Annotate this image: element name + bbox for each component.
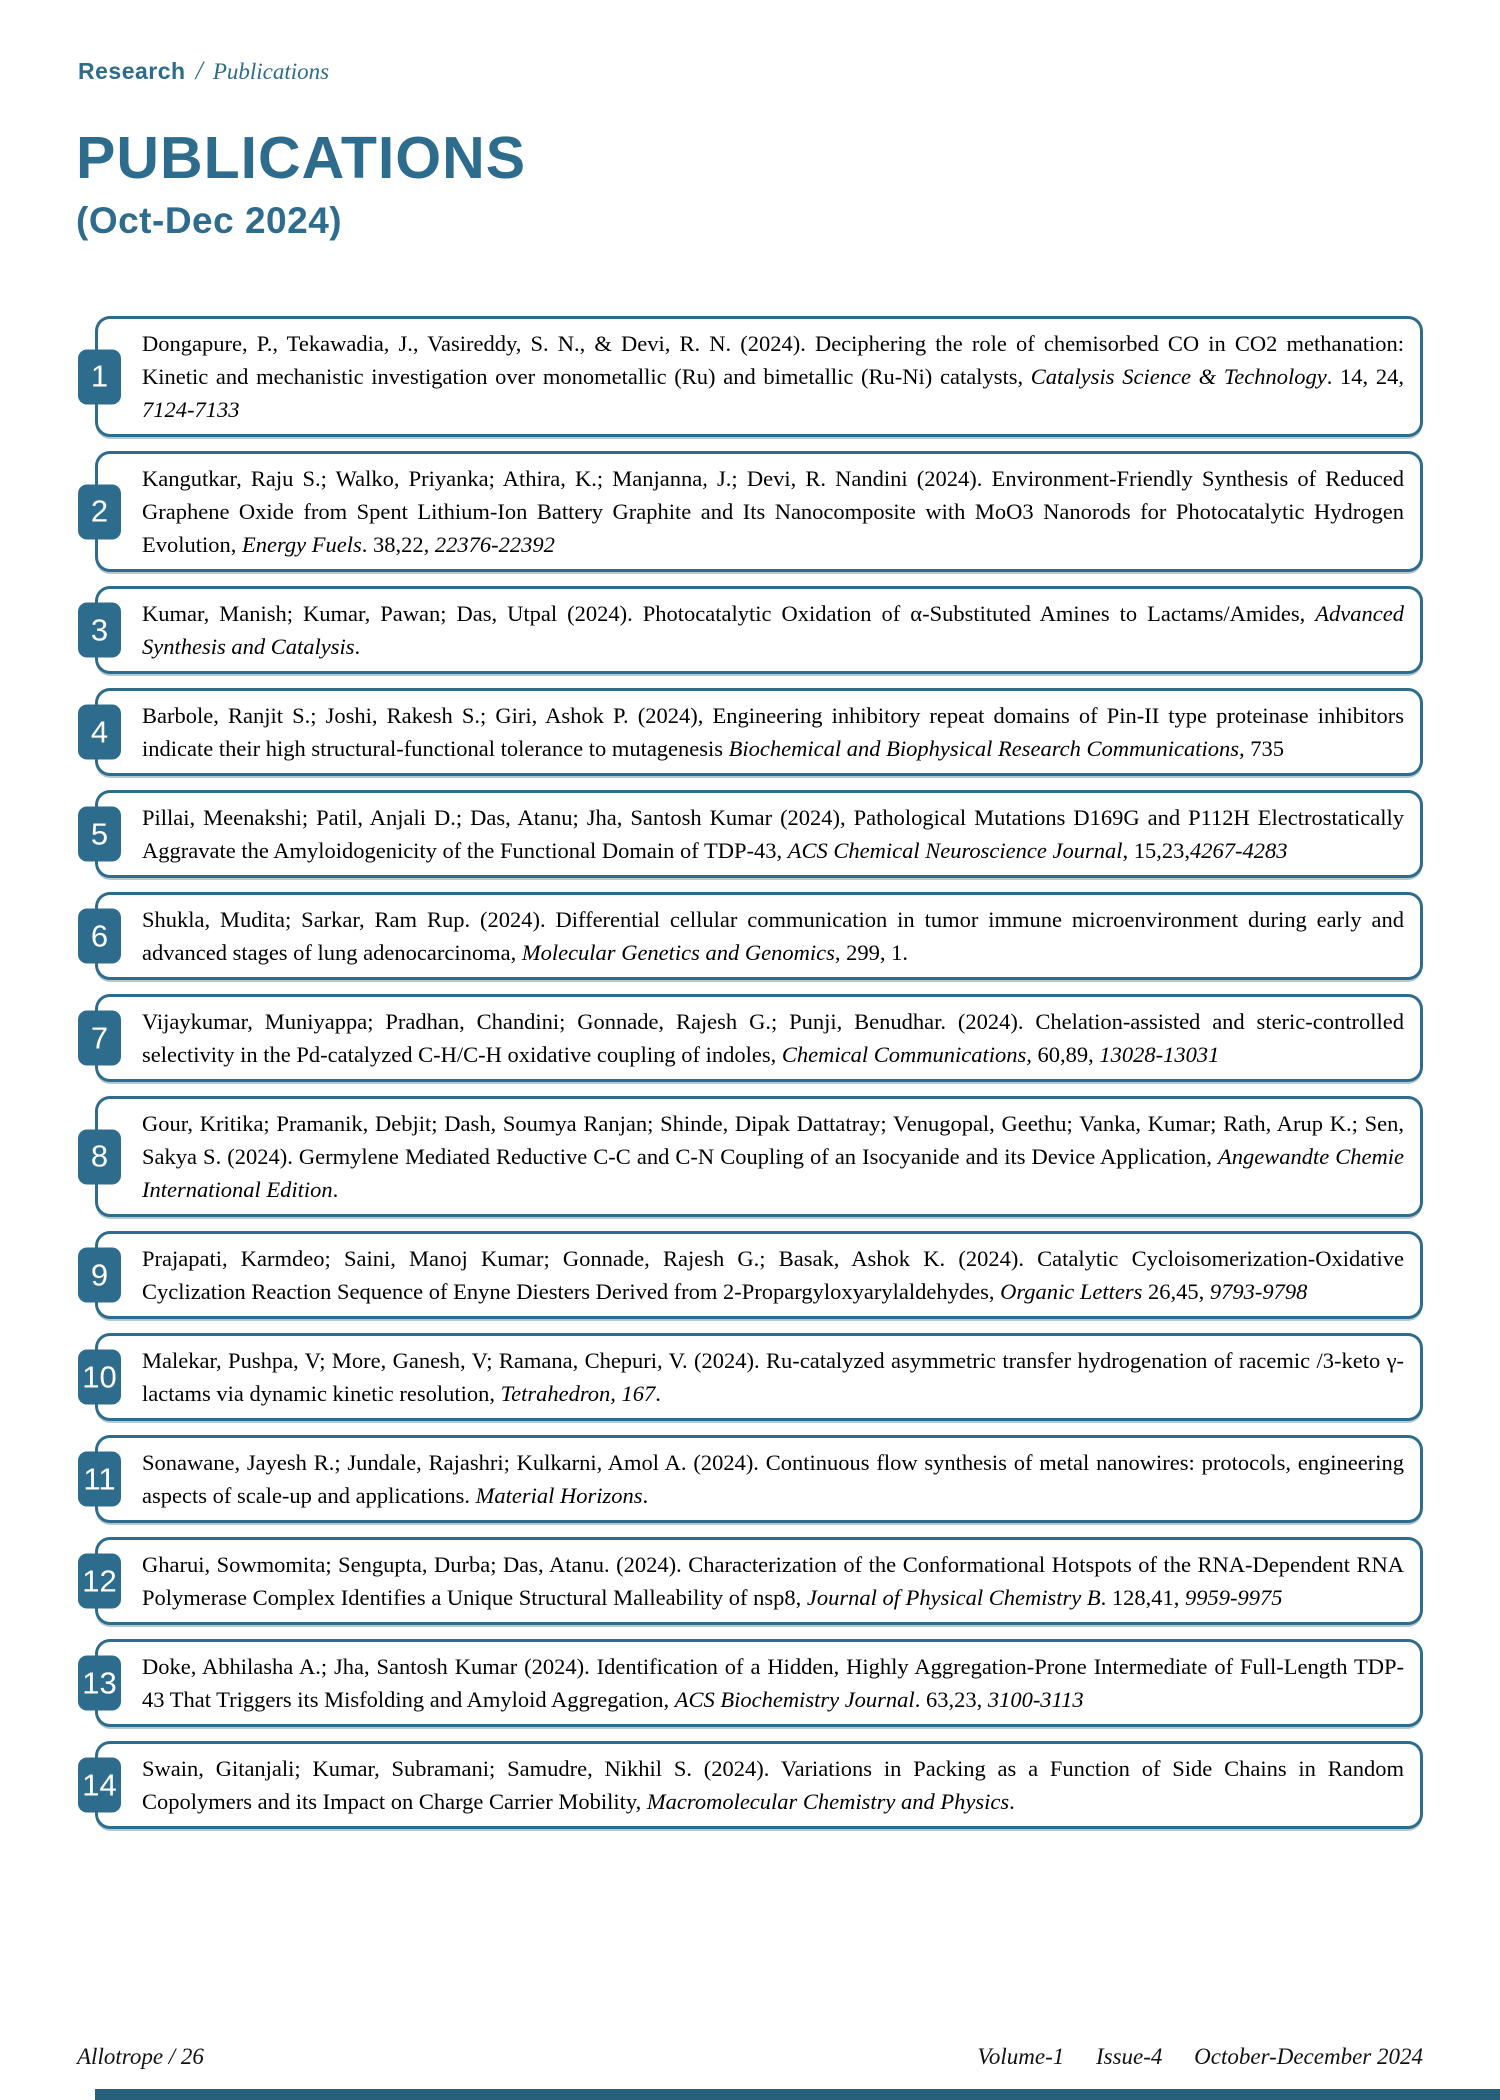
publication-entry	[90, 892, 1423, 980]
breadcrumb	[78, 56, 329, 86]
entry-citation: Kangutkar, Raju S.; Walko, Priyanka; Athira, K.; Manjanna, J.; Devi, R. Nandini (2024). Environment-Friendly Synthesis of Reduced Graphene Oxide from Spent Lithium-Ion Battery Graphite and Its Nanocomposite with MoO3 Nanorods for Photocatalytic Hydrogen Evolution, Energy Fuels. 38,22, 22376-22392	[142, 466, 1404, 557]
footer-issue: Issue-4	[1095, 2044, 1163, 2069]
entry-number-badge: 11	[78, 1452, 121, 1507]
title-block	[76, 125, 527, 242]
entry-citation: Swain, Gitanjali; Kumar, Subramani; Samudre, Nikhil S. (2024). Variations in Packing as a Function of Side Chains in Random Copolymers and its Impact on Charge Carrier Mobility, Macromolecular Chemistry and Physics.	[142, 1756, 1404, 1814]
footer-issue-info	[977, 2044, 1423, 2070]
publication-entry	[90, 451, 1423, 572]
entry-number-badge: 9	[78, 1248, 121, 1303]
entry-citation: Pillai, Meenakshi; Patil, Anjali D.; Das, Atanu; Jha, Santosh Kumar (2024), Pathological Mutations D169G and P112H Electrostatically Aggravate the Amyloidogenicity of the Functional Domain of TDP-43, ACS Chemical Neuroscience Journal, 15,23,4267-4283	[142, 805, 1404, 863]
page-title: PUBLICATIONS	[76, 125, 527, 191]
publication-entry	[83, 1435, 1423, 1523]
publication-entry	[82, 1639, 1423, 1727]
publication-entry	[90, 1096, 1423, 1217]
entry-citation: Gour, Kritika; Pramanik, Debjit; Dash, Soumya Ranjan; Shinde, Dipak Dattatray; Venugopal, Geethu; Vanka, Kumar; Rath, Arup K.; Sen, Sakya S. (2024). Germylene Mediated Reductive C-C and C-N Coupling of an Isocyanide and its Device Application, Angewandte Chemie International Edition.	[142, 1111, 1404, 1202]
entry-number-badge: 12	[78, 1554, 121, 1609]
breadcrumb-separator: /	[195, 56, 203, 85]
publication-entry	[90, 1231, 1423, 1319]
entry-citation: Dongapure, P., Tekawadia, J., Vasireddy, S. N., & Devi, R. N. (2024). Deciphering the role of chemisorbed CO in CO2 methanation: Kinetic and mechanistic investigation over monometallic (Ru) and bimetallic (Ru-Ni) catalysts, Catalysis Science & Technology. 14, 24, 7124-7133	[142, 331, 1404, 422]
footer-journal-name: Allotrope / 26	[77, 2044, 204, 2069]
entry-citation: Doke, Abhilasha A.; Jha, Santosh Kumar (2024). Identification of a Hidden, Highly Aggregation-Prone Intermediate of Full-Length TDP-43 That Triggers its Misfolding and Amyloid Aggregation, ACS Biochemistry Journal. 63,23, 3100-3113	[142, 1654, 1404, 1712]
entry-citation: Sonawane, Jayesh R.; Jundale, Rajashri; Kulkarni, Amol A. (2024). Continuous flow synthesis of metal nanowires: protocols, engineering aspects of scale-up and applications. Material Horizons.	[142, 1450, 1404, 1508]
entry-citation: Malekar, Pushpa, V; More, Ganesh, V; Ramana, Chepuri, V. (2024). Ru-catalyzed asymmetric transfer hydrogenation of racemic /3-keto γ-lactams via dynamic kinetic resolution, Tetrahedron, 167.	[142, 1348, 1404, 1406]
page-subtitle: (Oct-Dec 2024)	[76, 199, 343, 241]
entry-citation: Gharui, Sowmomita; Sengupta, Durba; Das, Atanu. (2024). Characterization of the Conformational Hotspots of the RNA-Dependent RNA Polymerase Complex Identifies a Unique Structural Malleability of nsp8, Journal of Physical Chemistry B. 128,41, 9959-9975	[142, 1552, 1404, 1610]
entry-number-badge: 5	[78, 807, 121, 862]
entry-number-badge: 2	[78, 484, 121, 539]
breadcrumb-section: Research	[78, 58, 186, 84]
entry-citation: Vijaykumar, Muniyappa; Pradhan, Chandini; Gonnade, Rajesh G.; Punji, Benudhar. (2024). Chelation-assisted and steric-controlled selectivity in the Pd-catalyzed C-H/C-H oxidative coupling of indoles, Chemical Communications, 60,89, 13028-13031	[142, 1009, 1404, 1067]
page-footer	[77, 2044, 1423, 2070]
footer-date: October-December 2024	[1194, 2044, 1423, 2069]
publication-entry	[82, 1537, 1423, 1625]
entry-number-badge: 13	[78, 1656, 121, 1711]
entry-citation: Shukla, Mudita; Sarkar, Ram Rup. (2024). Differential cellular communication in tumor immune microenvironment during early and advanced stages of lung adenocarcinoma, Molecular Genetics and Genomics, 299, 1.	[142, 907, 1404, 965]
publication-entry	[90, 316, 1423, 437]
entry-number-badge: 1	[78, 349, 121, 404]
footer-volume: Volume-1	[977, 2044, 1065, 2069]
entry-citation: Prajapati, Karmdeo; Saini, Manoj Kumar; Gonnade, Rajesh G.; Basak, Ashok K. (2024). Catalytic Cycloisomerization-Oxidative Cyclization Reaction Sequence of Enyne Diesters Derived from 2-Propargyloxyarylaldehydes, Organic Letters 26,45, 9793-9798	[142, 1246, 1404, 1304]
entry-number-badge: 14	[78, 1758, 121, 1813]
publication-list	[82, 316, 1423, 1829]
publication-entry	[90, 688, 1423, 776]
publication-entry	[82, 1333, 1423, 1421]
publication-entry	[82, 1741, 1423, 1829]
entry-citation: Barbole, Ranjit S.; Joshi, Rakesh S.; Giri, Ashok P. (2024), Engineering inhibitory repeat domains of Pin-II type proteinase inhibitors indicate their high structural-functional tolerance to mutagenesis Biochemical and Biophysical Research Communications, 735	[142, 703, 1404, 761]
entry-citation: Kumar, Manish; Kumar, Pawan; Das, Utpal (2024). Photocatalytic Oxidation of α-Substituted Amines to Lactams/Amides, Advanced Synthesis and Catalysis.	[142, 601, 1404, 659]
publication-entry	[90, 994, 1423, 1082]
publication-entry	[90, 586, 1423, 674]
breadcrumb-page: Publications	[212, 59, 330, 84]
publication-entry	[90, 790, 1423, 878]
entry-number-badge: 3	[78, 603, 121, 658]
entry-number-badge: 4	[78, 705, 121, 760]
entry-number-badge: 6	[78, 909, 121, 964]
footer-rule-bar	[95, 2089, 1500, 2100]
entry-number-badge: 10	[78, 1350, 121, 1405]
entry-number-badge: 7	[78, 1011, 121, 1066]
entry-number-badge: 8	[78, 1129, 121, 1184]
